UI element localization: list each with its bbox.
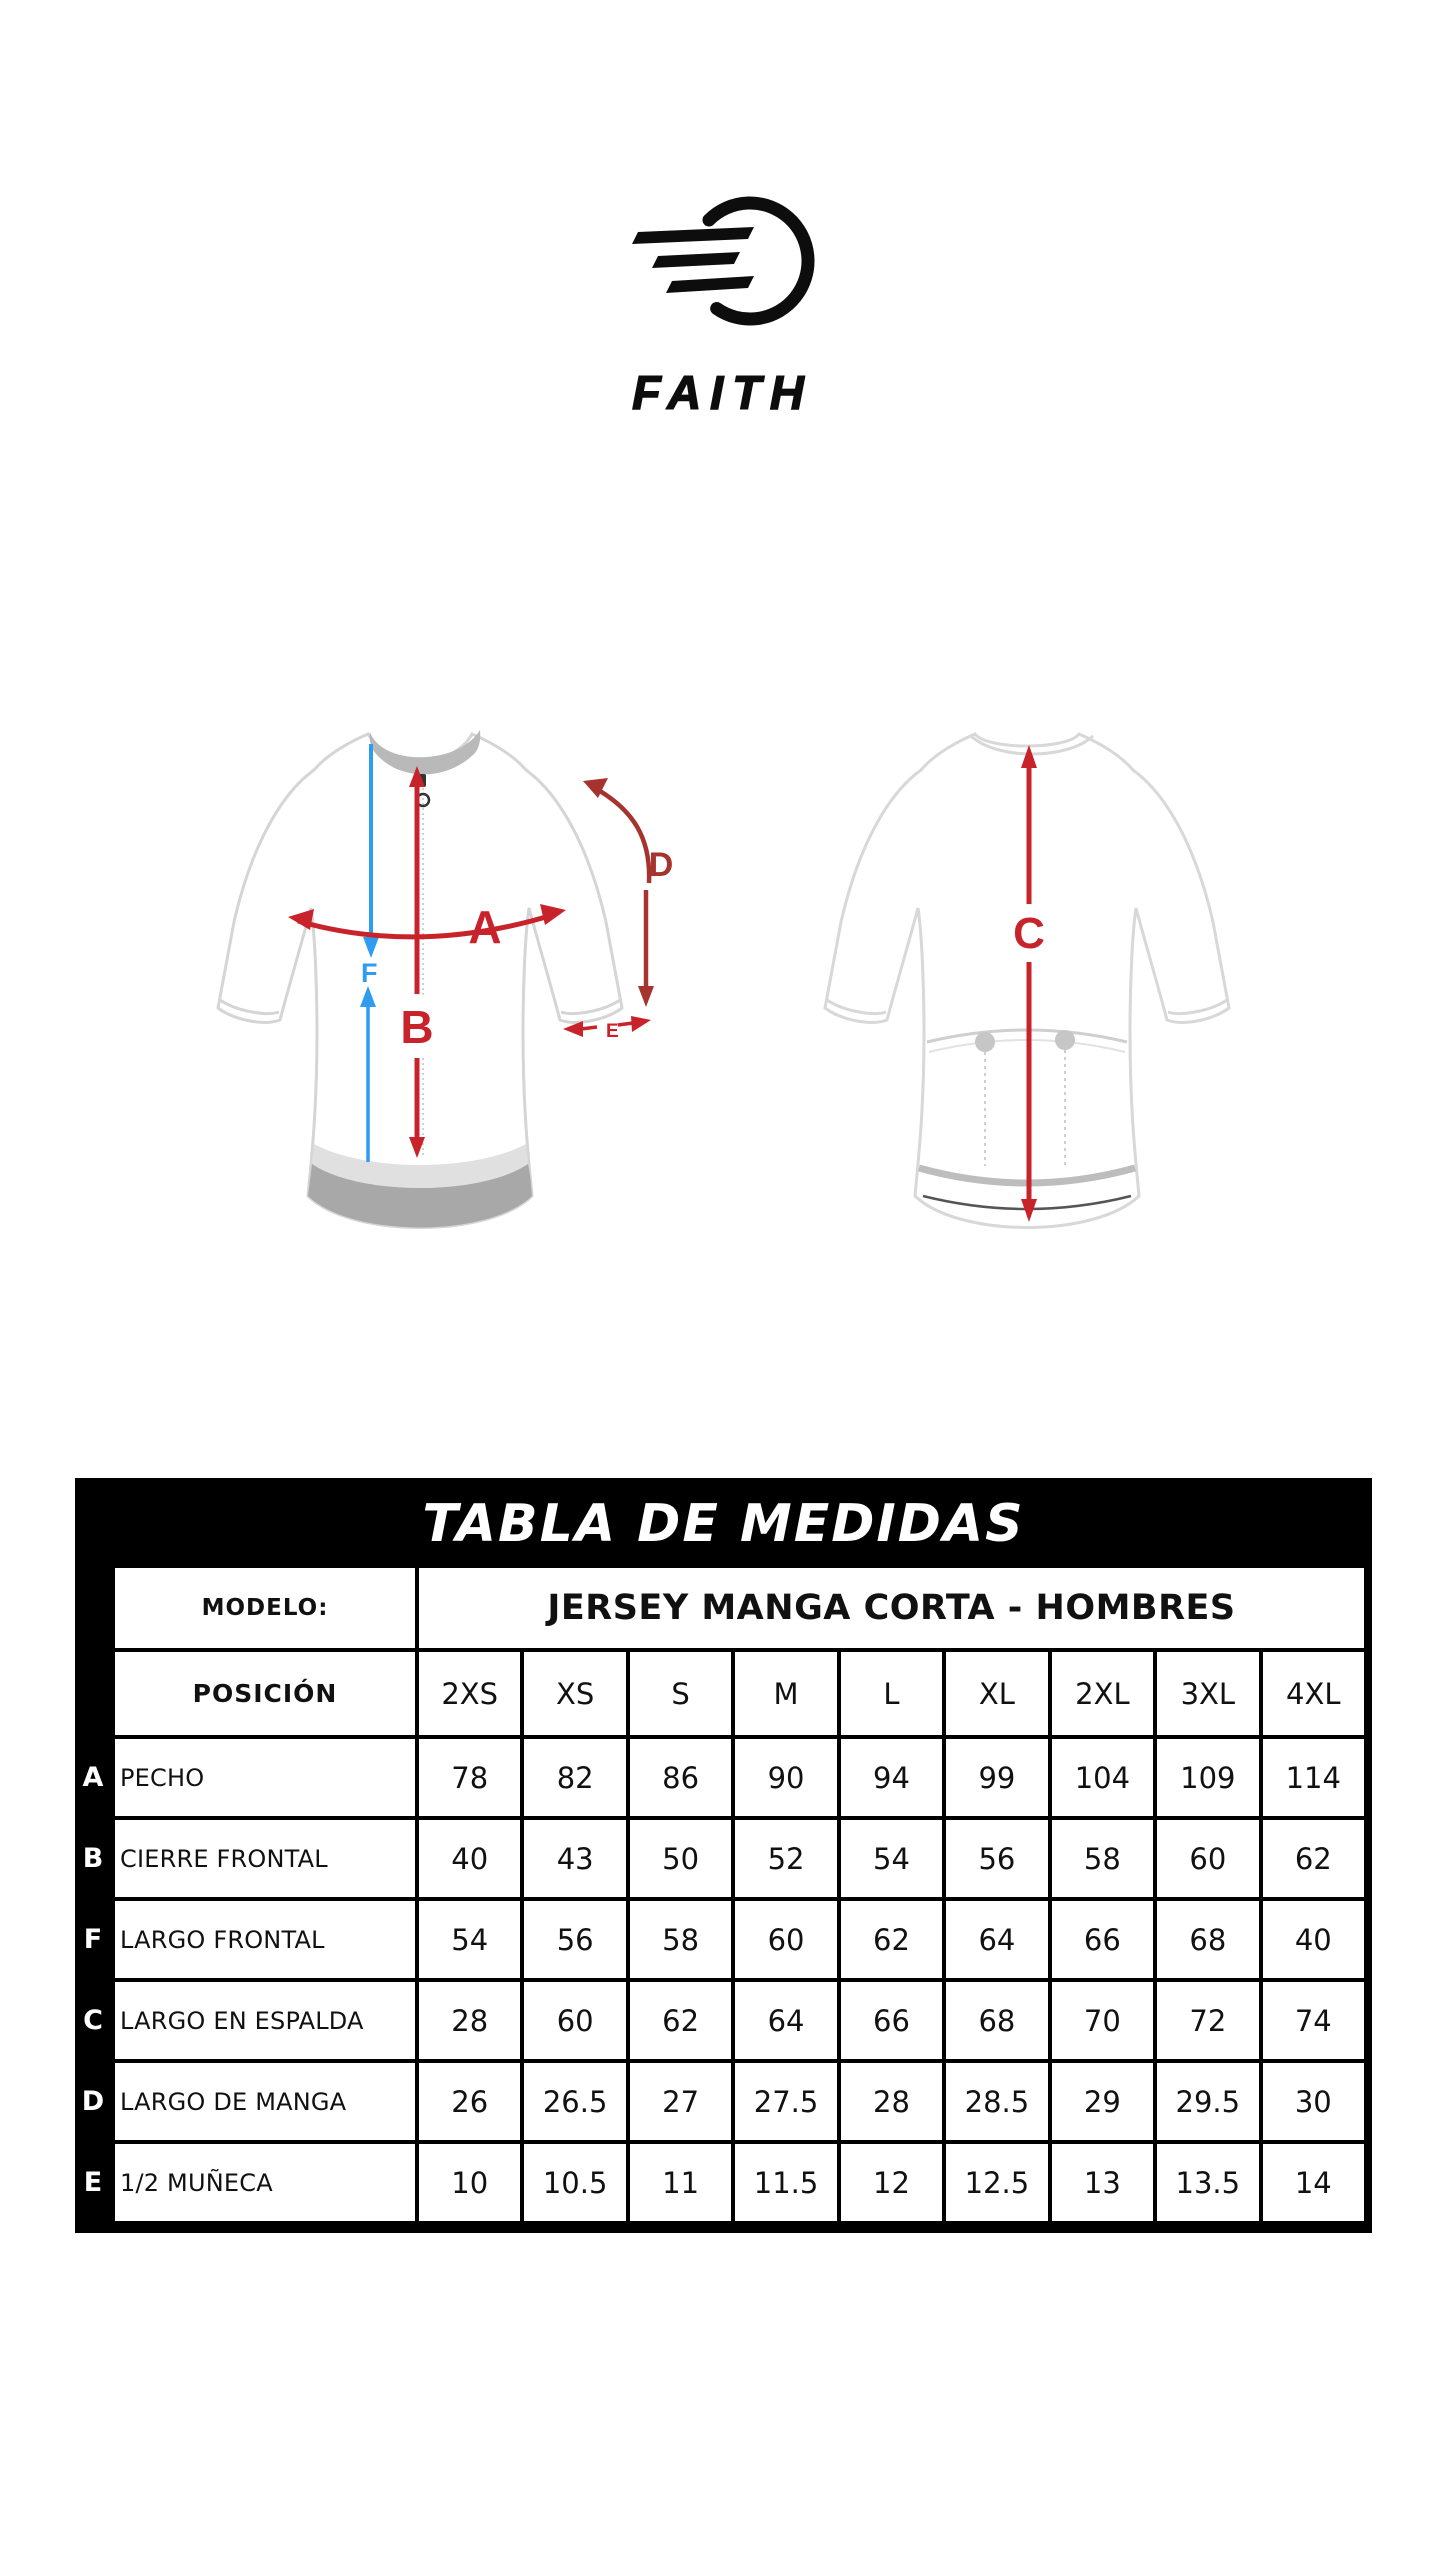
row-letter-cell: F	[75, 1901, 111, 1978]
value-cell: 12	[841, 2144, 942, 2221]
brand-logo	[0, 186, 1445, 420]
value-cell: 54	[841, 1820, 942, 1897]
value-cell: 104	[1052, 1739, 1153, 1816]
value-cell: 28.5	[946, 2063, 1047, 2140]
value-cell: 28	[841, 2063, 942, 2140]
row-letter-cell: A	[75, 1739, 111, 1816]
back-jersey-diagram	[825, 734, 1229, 1228]
value-cell: 74	[1263, 1982, 1364, 2059]
value-cell: 29.5	[1157, 2063, 1258, 2140]
value-cell: 109	[1157, 1739, 1258, 1816]
value-cell: 27	[630, 2063, 731, 2140]
size-header-cell: 3XL	[1157, 1652, 1258, 1735]
value-cell: 11	[630, 2144, 731, 2221]
value-cell: 66	[1052, 1901, 1153, 1978]
model-label-cell: MODELO:	[115, 1568, 415, 1648]
front-jersey-diagram	[218, 730, 673, 1228]
value-cell: 58	[1052, 1820, 1153, 1897]
value-cell: 70	[1052, 1982, 1153, 2059]
measure-label-f: F	[361, 958, 378, 988]
value-cell: 54	[419, 1901, 520, 1978]
value-cell: 52	[735, 1820, 836, 1897]
value-cell: 94	[841, 1739, 942, 1816]
position-header-cell: POSICIÓN	[115, 1652, 415, 1735]
value-cell: 11.5	[735, 2144, 836, 2221]
row-letter-cell: B	[75, 1820, 111, 1897]
size-chart	[75, 1478, 1372, 2233]
speed-circle-logo-icon	[608, 186, 838, 356]
size-header-cell: 2XS	[419, 1652, 520, 1735]
value-cell: 26.5	[524, 2063, 625, 2140]
size-header-cell: M	[735, 1652, 836, 1735]
value-cell: 14	[1263, 2144, 1364, 2221]
size-chart-grid	[75, 1568, 1372, 2233]
value-cell: 13.5	[1157, 2144, 1258, 2221]
value-cell: 40	[1263, 1901, 1364, 1978]
value-cell: 82	[524, 1739, 625, 1816]
value-cell: 90	[735, 1739, 836, 1816]
value-cell: 40	[419, 1820, 520, 1897]
row-letter-cell: E	[75, 2144, 111, 2221]
value-cell: 29	[1052, 2063, 1153, 2140]
value-cell: 72	[1157, 1982, 1258, 2059]
value-cell: 64	[735, 1982, 836, 2059]
value-cell: 114	[1263, 1739, 1364, 1816]
value-cell: 56	[524, 1901, 625, 1978]
value-cell: 10	[419, 2144, 520, 2221]
value-cell: 28	[419, 1982, 520, 2059]
corner-cell	[75, 1652, 111, 1735]
measure-label-e: E	[606, 1021, 619, 1042]
measure-label-c: C	[1013, 909, 1045, 958]
row-label-cell: PECHO	[115, 1739, 415, 1816]
value-cell: 13	[1052, 2144, 1153, 2221]
value-cell: 10.5	[524, 2144, 625, 2221]
value-cell: 12.5	[946, 2144, 1047, 2221]
size-header-cell: S	[630, 1652, 731, 1735]
brand-name: FAITH	[632, 366, 813, 419]
row-label-cell: LARGO FRONTAL	[115, 1901, 415, 1978]
model-value-cell: JERSEY MANGA CORTA - HOMBRES	[419, 1568, 1364, 1648]
front-jersey-outline	[218, 734, 622, 1228]
size-header-cell: 4XL	[1263, 1652, 1364, 1735]
row-label-cell: LARGO DE MANGA	[115, 2063, 415, 2140]
value-cell: 66	[841, 1982, 942, 2059]
measure-label-d: D	[648, 846, 674, 884]
value-cell: 30	[1263, 2063, 1364, 2140]
value-cell: 62	[841, 1901, 942, 1978]
value-cell: 43	[524, 1820, 625, 1897]
value-cell: 62	[630, 1982, 731, 2059]
value-cell: 68	[1157, 1901, 1258, 1978]
value-cell: 60	[1157, 1820, 1258, 1897]
jersey-measurement-diagram	[130, 690, 1310, 1250]
value-cell: 27.5	[735, 2063, 836, 2140]
size-header-cell: L	[841, 1652, 942, 1735]
measure-label-a: A	[468, 901, 502, 953]
value-cell: 68	[946, 1982, 1047, 2059]
value-cell: 58	[630, 1901, 731, 1978]
value-cell: 60	[735, 1901, 836, 1978]
row-label-cell: LARGO EN ESPALDA	[115, 1982, 415, 2059]
size-chart-title: TABLA DE MEDIDAS	[422, 1494, 1025, 1554]
value-cell: 86	[630, 1739, 731, 1816]
size-header-cell: 2XL	[1052, 1652, 1153, 1735]
value-cell: 99	[946, 1739, 1047, 1816]
value-cell: 78	[419, 1739, 520, 1816]
row-label-cell: 1/2 MUÑECA	[115, 2144, 415, 2221]
value-cell: 26	[419, 2063, 520, 2140]
value-cell: 56	[946, 1820, 1047, 1897]
row-letter-cell: D	[75, 2063, 111, 2140]
size-header-cell: XS	[524, 1652, 625, 1735]
value-cell: 60	[524, 1982, 625, 2059]
row-label-cell: CIERRE FRONTAL	[115, 1820, 415, 1897]
corner-cell	[75, 1568, 111, 1648]
size-header-cell: XL	[946, 1652, 1047, 1735]
value-cell: 62	[1263, 1820, 1364, 1897]
value-cell: 50	[630, 1820, 731, 1897]
measure-label-b: B	[400, 1001, 434, 1053]
row-letter-cell: C	[75, 1982, 111, 2059]
value-cell: 64	[946, 1901, 1047, 1978]
